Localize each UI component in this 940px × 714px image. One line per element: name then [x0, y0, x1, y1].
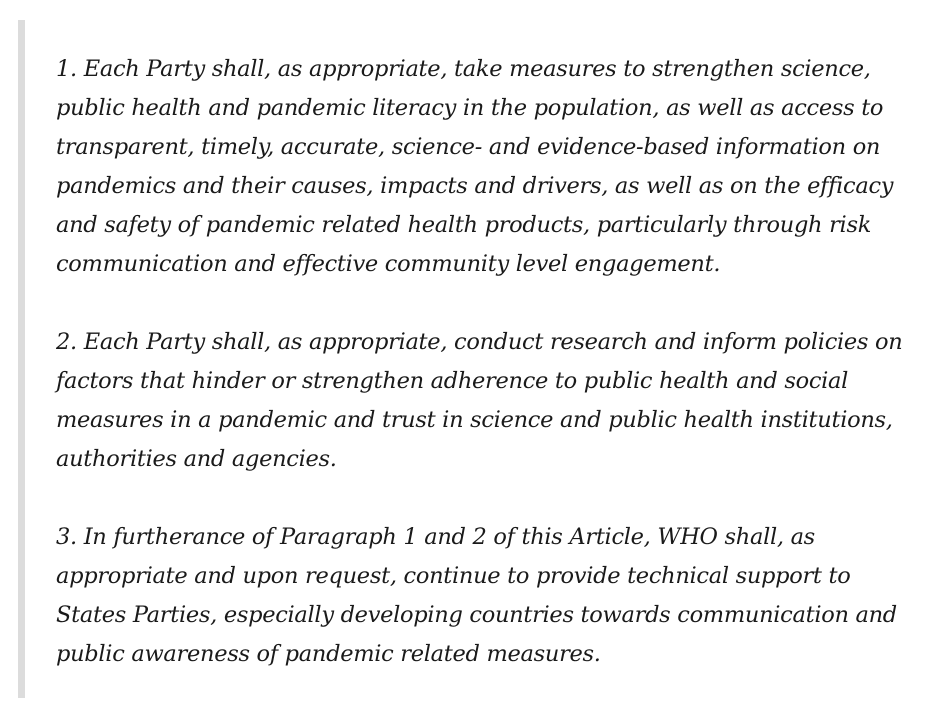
paragraph-1: 1. Each Party shall, as appropriate, take measures to strengthen science, public health and pandemic literacy in the population, as well as access to transparent, timely, accurate, science- and evidence-based information on pandemics and their causes, impacts and drivers, as well as on the efficacy and safety of pandemic related health products, particularly through risk communication and effective community level engagement.: [56, 56, 894, 277]
quote-text: [56, 50, 906, 674]
paragraph-3: 3. In furtherance of Paragraph 1 and 2 of this Article, WHO shall, as appropriate and upon request, continue to provide technical support to States Parties, especially developing countries towards communication and public awareness of pandemic related measures.: [56, 524, 897, 667]
paragraph-2: 2. Each Party shall, as appropriate, conduct research and inform policies on factors that hinder or strengthen adherence to public health and social measures in a pandemic and trust in science and public health institutions, authorities and agencies.: [56, 329, 903, 472]
blockquote: [18, 20, 908, 698]
